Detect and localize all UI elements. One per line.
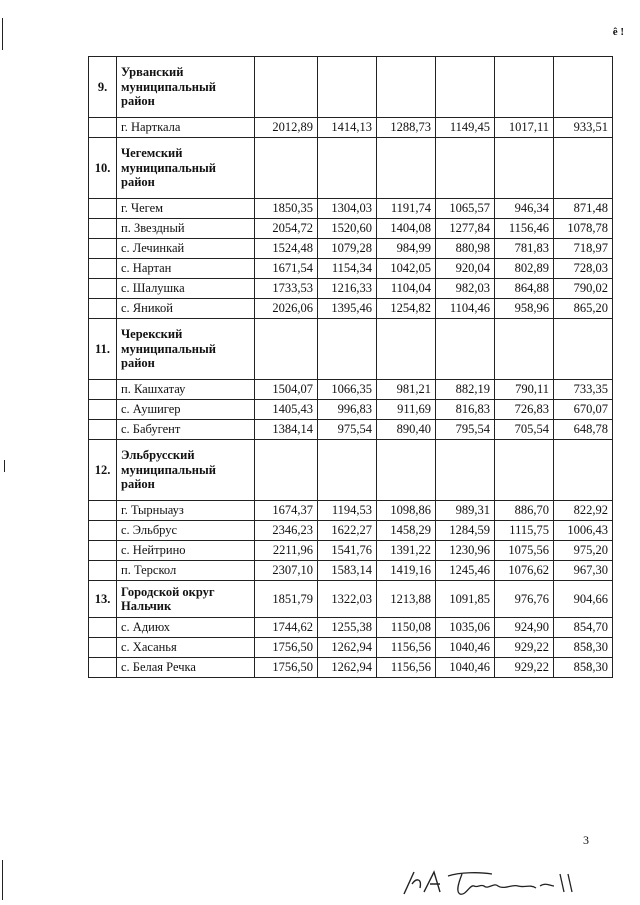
value-cell: 1391,22 — [377, 541, 436, 561]
value-cell: 726,83 — [495, 400, 554, 420]
value-cell — [495, 57, 554, 118]
value-cell — [255, 319, 318, 380]
value-cell: 854,70 — [554, 618, 613, 638]
scan-edge-mark — [4, 460, 5, 472]
value-cell: 1384,14 — [255, 420, 318, 440]
signature — [400, 864, 590, 905]
value-cell: 1524,48 — [255, 239, 318, 259]
value-cell: 1254,82 — [377, 299, 436, 319]
table-row — [89, 658, 613, 678]
settlement-name-cell: п. Терскол — [117, 561, 255, 581]
value-cell: 1288,73 — [377, 118, 436, 138]
value-cell — [554, 319, 613, 380]
row-number-cell — [89, 501, 117, 521]
value-cell: 1284,59 — [436, 521, 495, 541]
value-cell — [318, 57, 377, 118]
value-cell: 989,31 — [436, 501, 495, 521]
table-group-row — [89, 440, 613, 501]
settlement-name-cell: с. Аушигер — [117, 400, 255, 420]
row-number-cell — [89, 279, 117, 299]
value-cell: 1756,50 — [255, 658, 318, 678]
tariff-table — [88, 56, 613, 678]
value-cell: 1850,35 — [255, 199, 318, 219]
value-cell: 958,96 — [495, 299, 554, 319]
value-cell: 1458,29 — [377, 521, 436, 541]
value-cell: 982,03 — [436, 279, 495, 299]
table-group-row — [89, 319, 613, 380]
value-cell: 1042,05 — [377, 259, 436, 279]
value-cell: 1414,13 — [318, 118, 377, 138]
table-row — [89, 239, 613, 259]
value-cell: 996,83 — [318, 400, 377, 420]
settlement-name-cell: с. Нартан — [117, 259, 255, 279]
row-number-cell — [89, 638, 117, 658]
table-row — [89, 638, 613, 658]
settlement-name-cell: с. Эльбрус — [117, 521, 255, 541]
settlement-name-cell: Эльбрусский муниципальный район — [117, 440, 255, 501]
value-cell: 1255,38 — [318, 618, 377, 638]
value-cell: 802,89 — [495, 259, 554, 279]
value-cell: 976,76 — [495, 581, 554, 618]
value-cell — [495, 319, 554, 380]
value-cell: 1277,84 — [436, 219, 495, 239]
value-cell: 911,69 — [377, 400, 436, 420]
value-cell: 924,90 — [495, 618, 554, 638]
value-cell — [255, 440, 318, 501]
row-number-cell — [89, 299, 117, 319]
value-cell: 929,22 — [495, 658, 554, 678]
settlement-name-cell: п. Кашхатау — [117, 380, 255, 400]
table-row — [89, 400, 613, 420]
row-number-cell: 13. — [89, 581, 117, 618]
row-number-cell — [89, 259, 117, 279]
table-row — [89, 118, 613, 138]
value-cell — [255, 57, 318, 118]
value-cell: 790,02 — [554, 279, 613, 299]
value-cell: 1194,53 — [318, 501, 377, 521]
row-number-cell — [89, 541, 117, 561]
value-cell: 1230,96 — [436, 541, 495, 561]
settlement-name-cell: г. Нарткала — [117, 118, 255, 138]
value-cell: 1006,43 — [554, 521, 613, 541]
table-row — [89, 501, 613, 521]
value-cell — [318, 440, 377, 501]
value-cell: 1262,94 — [318, 658, 377, 678]
value-cell: 1078,78 — [554, 219, 613, 239]
table-body — [89, 57, 613, 678]
value-cell: 1671,54 — [255, 259, 318, 279]
table-group-row — [89, 581, 613, 618]
value-cell: 1851,79 — [255, 581, 318, 618]
table-row — [89, 279, 613, 299]
value-cell — [318, 319, 377, 380]
value-cell: 886,70 — [495, 501, 554, 521]
value-cell: 1091,85 — [436, 581, 495, 618]
table-row — [89, 521, 613, 541]
row-number-cell — [89, 199, 117, 219]
value-cell: 1622,27 — [318, 521, 377, 541]
value-cell: 981,21 — [377, 380, 436, 400]
settlement-name-cell: с. Бабугент — [117, 420, 255, 440]
value-cell: 858,30 — [554, 658, 613, 678]
value-cell: 920,04 — [436, 259, 495, 279]
value-cell: 1541,76 — [318, 541, 377, 561]
value-cell: 929,22 — [495, 638, 554, 658]
value-cell: 2012,89 — [255, 118, 318, 138]
value-cell: 933,51 — [554, 118, 613, 138]
value-cell: 1322,03 — [318, 581, 377, 618]
value-cell: 1191,74 — [377, 199, 436, 219]
value-cell: 1744,62 — [255, 618, 318, 638]
value-cell: 967,30 — [554, 561, 613, 581]
scan-edge-mark — [2, 18, 3, 50]
value-cell: 2211,96 — [255, 541, 318, 561]
value-cell: 1756,50 — [255, 638, 318, 658]
value-cell: 1395,46 — [318, 299, 377, 319]
value-cell: 1404,08 — [377, 219, 436, 239]
table-group-row — [89, 57, 613, 118]
value-cell: 1504,07 — [255, 380, 318, 400]
value-cell: 904,66 — [554, 581, 613, 618]
value-cell: 865,20 — [554, 299, 613, 319]
value-cell: 790,11 — [495, 380, 554, 400]
value-cell: 1115,75 — [495, 521, 554, 541]
value-cell: 1583,14 — [318, 561, 377, 581]
value-cell — [554, 138, 613, 199]
settlement-name-cell: г. Тырныауз — [117, 501, 255, 521]
row-number-cell — [89, 658, 117, 678]
value-cell — [377, 138, 436, 199]
row-number-cell — [89, 561, 117, 581]
table-row — [89, 199, 613, 219]
settlement-name-cell: с. Шалушка — [117, 279, 255, 299]
value-cell: 1733,53 — [255, 279, 318, 299]
value-cell: 1040,46 — [436, 658, 495, 678]
value-cell: 871,48 — [554, 199, 613, 219]
value-cell: 880,98 — [436, 239, 495, 259]
signature-image — [400, 864, 590, 900]
settlement-name-cell: с. Адиюх — [117, 618, 255, 638]
settlement-name-cell: п. Звездный — [117, 219, 255, 239]
settlement-name-cell: с. Нейтрино — [117, 541, 255, 561]
value-cell — [495, 440, 554, 501]
settlement-name-cell: г. Чегем — [117, 199, 255, 219]
value-cell — [436, 57, 495, 118]
row-number-cell: 9. — [89, 57, 117, 118]
value-cell: 946,34 — [495, 199, 554, 219]
table-row — [89, 219, 613, 239]
value-cell: 2026,06 — [255, 299, 318, 319]
scan-edge-mark — [2, 860, 3, 900]
value-cell: 975,20 — [554, 541, 613, 561]
value-cell — [318, 138, 377, 199]
row-number-cell: 11. — [89, 319, 117, 380]
table-row — [89, 380, 613, 400]
value-cell: 1216,33 — [318, 279, 377, 299]
value-cell: 1098,86 — [377, 501, 436, 521]
value-cell: 1419,16 — [377, 561, 436, 581]
value-cell: 1405,43 — [255, 400, 318, 420]
row-number-cell — [89, 380, 117, 400]
value-cell: 822,92 — [554, 501, 613, 521]
value-cell — [495, 138, 554, 199]
row-number-cell: 12. — [89, 440, 117, 501]
value-cell — [377, 440, 436, 501]
value-cell: 733,35 — [554, 380, 613, 400]
table-row — [89, 299, 613, 319]
settlement-name-cell: с. Белая Речка — [117, 658, 255, 678]
table-row — [89, 420, 613, 440]
value-cell — [554, 440, 613, 501]
table-row — [89, 259, 613, 279]
value-cell: 1156,56 — [377, 638, 436, 658]
value-cell: 1150,08 — [377, 618, 436, 638]
value-cell: 1104,46 — [436, 299, 495, 319]
value-cell — [377, 319, 436, 380]
table-group-row — [89, 138, 613, 199]
value-cell: 1262,94 — [318, 638, 377, 658]
row-number-cell — [89, 400, 117, 420]
value-cell: 1104,04 — [377, 279, 436, 299]
value-cell: 2307,10 — [255, 561, 318, 581]
value-cell: 1213,88 — [377, 581, 436, 618]
value-cell — [436, 319, 495, 380]
value-cell: 2054,72 — [255, 219, 318, 239]
value-cell: 1017,11 — [495, 118, 554, 138]
settlement-name-cell: Черекский муниципальный район — [117, 319, 255, 380]
value-cell: 816,83 — [436, 400, 495, 420]
value-cell: 1066,35 — [318, 380, 377, 400]
table-row — [89, 541, 613, 561]
value-cell: 858,30 — [554, 638, 613, 658]
value-cell: 1156,56 — [377, 658, 436, 678]
value-cell: 1075,56 — [495, 541, 554, 561]
value-cell: 882,19 — [436, 380, 495, 400]
value-cell: 864,88 — [495, 279, 554, 299]
value-cell: 728,03 — [554, 259, 613, 279]
value-cell — [436, 138, 495, 199]
row-number-cell — [89, 618, 117, 638]
corner-mark: ê ! — [612, 26, 624, 38]
value-cell: 2346,23 — [255, 521, 318, 541]
row-number-cell — [89, 239, 117, 259]
value-cell: 890,40 — [377, 420, 436, 440]
value-cell: 1035,06 — [436, 618, 495, 638]
value-cell: 795,54 — [436, 420, 495, 440]
value-cell: 1079,28 — [318, 239, 377, 259]
value-cell — [255, 138, 318, 199]
value-cell: 1674,37 — [255, 501, 318, 521]
table-row — [89, 561, 613, 581]
row-number-cell — [89, 521, 117, 541]
value-cell: 648,78 — [554, 420, 613, 440]
value-cell — [377, 57, 436, 118]
row-number-cell — [89, 118, 117, 138]
value-cell: 670,07 — [554, 400, 613, 420]
row-number-cell — [89, 420, 117, 440]
value-cell: 1245,46 — [436, 561, 495, 581]
value-cell: 1304,03 — [318, 199, 377, 219]
value-cell: 781,83 — [495, 239, 554, 259]
value-cell — [554, 57, 613, 118]
page-number: 3 — [583, 833, 589, 847]
settlement-name-cell: Чегемский муниципальный район — [117, 138, 255, 199]
settlement-name-cell: Урванский муниципальный район — [117, 57, 255, 118]
value-cell: 984,99 — [377, 239, 436, 259]
value-cell: 1040,46 — [436, 638, 495, 658]
row-number-cell — [89, 219, 117, 239]
value-cell: 1156,46 — [495, 219, 554, 239]
value-cell: 975,54 — [318, 420, 377, 440]
value-cell: 1149,45 — [436, 118, 495, 138]
row-number-cell: 10. — [89, 138, 117, 199]
settlement-name-cell: с. Хасанья — [117, 638, 255, 658]
settlement-name-cell: с. Яникой — [117, 299, 255, 319]
settlement-name-cell: Городской округ Нальчик — [117, 581, 255, 618]
value-cell: 1154,34 — [318, 259, 377, 279]
settlement-name-cell: с. Лечинкай — [117, 239, 255, 259]
value-cell: 1520,60 — [318, 219, 377, 239]
value-cell: 1076,62 — [495, 561, 554, 581]
value-cell: 705,54 — [495, 420, 554, 440]
value-cell: 718,97 — [554, 239, 613, 259]
value-cell — [436, 440, 495, 501]
value-cell: 1065,57 — [436, 199, 495, 219]
table-row — [89, 618, 613, 638]
